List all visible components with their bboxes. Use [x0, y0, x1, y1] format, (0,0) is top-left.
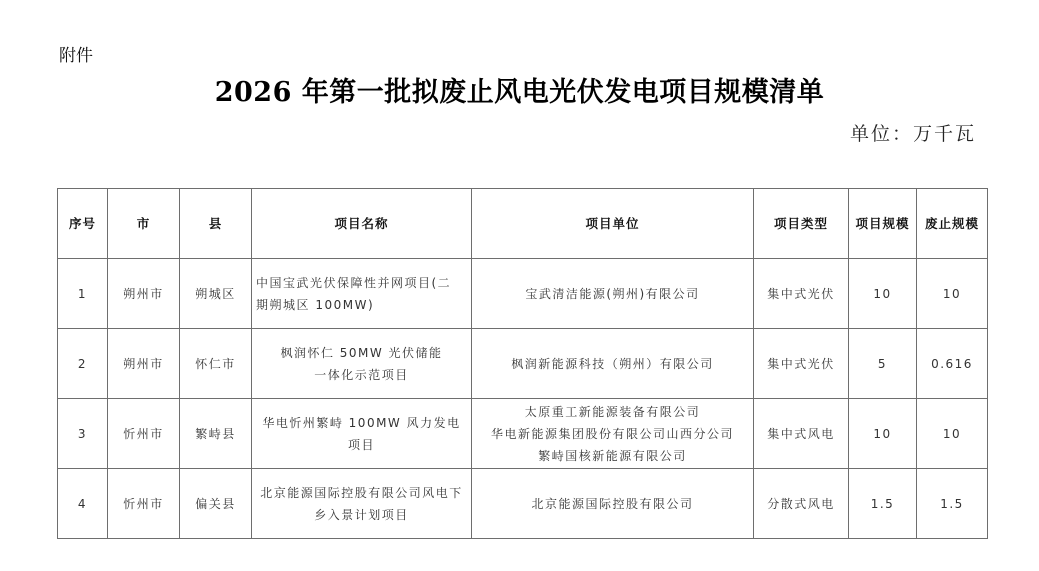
header-abolish-scale: 废止规模	[917, 189, 988, 259]
cell-project-type: 集中式光伏	[754, 329, 849, 399]
header-project-name: 项目名称	[252, 189, 472, 259]
header-project-unit: 项目单位	[472, 189, 754, 259]
project-name-line: 期朔城区 100MW)	[256, 297, 375, 312]
cell-project-name	[252, 259, 472, 329]
table-row	[58, 329, 988, 399]
cell-abolish-scale: 10	[917, 399, 988, 469]
cell-project-unit	[472, 259, 754, 329]
cell-project-unit	[472, 469, 754, 539]
cell-city: 忻州市	[108, 399, 180, 469]
cell-project-name	[252, 469, 472, 539]
table-row	[58, 469, 988, 539]
cell-index: 3	[58, 399, 108, 469]
cell-index: 4	[58, 469, 108, 539]
cell-abolish-scale: 10	[917, 259, 988, 329]
cell-project-name	[252, 399, 472, 469]
attachment-label: 附件	[59, 46, 93, 66]
cell-project-type: 集中式光伏	[754, 259, 849, 329]
project-unit-line: 枫润新能源科技（朔州）有限公司	[511, 356, 714, 371]
table-header-row	[58, 189, 988, 259]
cell-project-type: 分散式风电	[754, 469, 849, 539]
cell-project-scale: 1.5	[849, 469, 917, 539]
document-title: 2026 年第一批拟废止风电光伏发电项目规模清单	[214, 77, 825, 108]
project-name-line: 一体化示范项目	[314, 367, 409, 382]
project-name-line: 枫润怀仁 50MW 光伏储能	[280, 345, 443, 360]
cell-index: 2	[58, 329, 108, 399]
project-name-line: 中国宝武光伏保障性并网项目(二	[256, 275, 452, 290]
cell-abolish-scale: 1.5	[917, 469, 988, 539]
project-name-line: 华电忻州繁峙 100MW 风力发电项目	[262, 415, 461, 452]
project-unit-line: 繁峙国核新能源有限公司	[538, 448, 687, 463]
unit-label: 单位：万千瓦	[850, 123, 977, 145]
project-name-line: 乡入景计划项目	[314, 507, 409, 522]
header-project-scale: 项目规模	[849, 189, 917, 259]
cell-project-scale: 10	[849, 399, 917, 469]
table-row	[58, 259, 988, 329]
cell-county: 朔城区	[180, 259, 252, 329]
cell-project-type: 集中式风电	[754, 399, 849, 469]
cell-county: 繁峙县	[180, 399, 252, 469]
cell-project-unit	[472, 399, 754, 469]
cell-county: 偏关县	[180, 469, 252, 539]
cell-city: 朔州市	[108, 259, 180, 329]
cell-project-unit	[472, 329, 754, 399]
cell-index: 1	[58, 259, 108, 329]
project-unit-line: 华电新能源集团股份有限公司山西分公司	[490, 426, 734, 441]
project-list-table	[57, 188, 988, 539]
header-index: 序号	[58, 189, 108, 259]
table-row	[58, 399, 988, 469]
cell-city: 忻州市	[108, 469, 180, 539]
cell-abolish-scale: 0.616	[917, 329, 988, 399]
header-county: 县	[180, 189, 252, 259]
project-unit-line: 太原重工新能源装备有限公司	[524, 404, 701, 419]
cell-county: 怀仁市	[180, 329, 252, 399]
header-city: 市	[108, 189, 180, 259]
cell-project-name	[252, 329, 472, 399]
project-name-line: 北京能源国际控股有限公司风电下	[260, 485, 463, 500]
project-unit-line: 北京能源国际控股有限公司	[531, 496, 694, 511]
cell-city: 朔州市	[108, 329, 180, 399]
project-unit-line: 宝武清洁能源(朔州)有限公司	[525, 286, 700, 301]
cell-project-scale: 5	[849, 329, 917, 399]
cell-project-scale: 10	[849, 259, 917, 329]
header-project-type: 项目类型	[754, 189, 849, 259]
